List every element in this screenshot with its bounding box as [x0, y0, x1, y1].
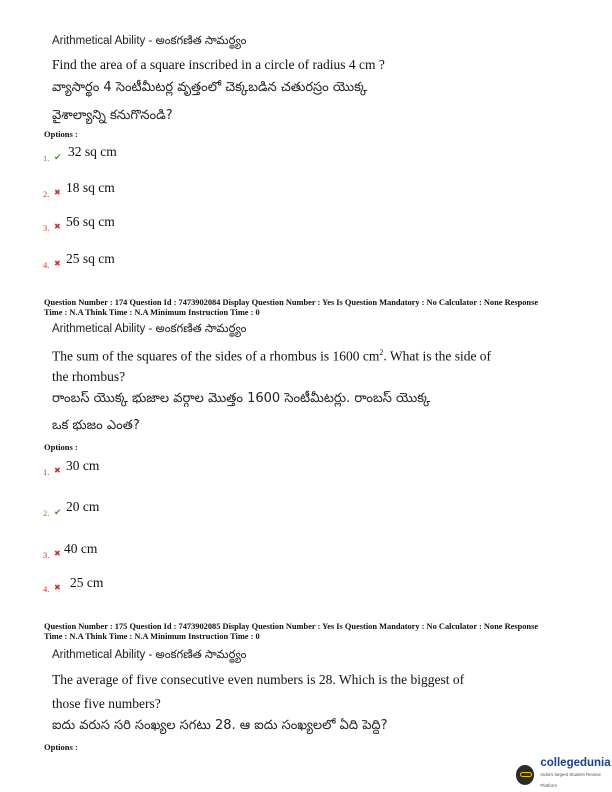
question-text-te-line2: ఒక భుజం ఎంత? [52, 418, 140, 433]
option-text: 40 cm [64, 541, 98, 556]
question-text-te-line1: రాంబస్ యొక్క భుజాల వర్గాల మొత్తం 1600 సెంటీమీటర్లు. రాంబస్ యొక్క [52, 391, 431, 406]
option-text: 25 cm [70, 575, 104, 590]
wrong-cross-icon: ✖ [54, 259, 61, 268]
wrong-cross-icon: ✖ [54, 222, 61, 231]
options-label: Options : [44, 129, 78, 139]
option-number: 1. [43, 467, 50, 477]
correct-check-icon: ✔ [54, 507, 62, 517]
question-text-en-line1: The average of five consecutive even numbers is 28. Which is the biggest of [52, 672, 465, 687]
section-label: Arithmetical Ability - అంకగణిత సామర్థ్యం [52, 35, 247, 47]
question-meta-line1: Question Number : 174 Question Id : 7473902084 Display Question Number : Yes Is Question Mandatory : No Calculator : None Response [44, 298, 539, 307]
option-number: 2. [43, 508, 50, 518]
question-text-en-line1 [52, 345, 491, 365]
question-text-te-line1: ఐదు వరుస సరి సంఖ్యల సగటు 28. ఆ ఐదు సంఖ్యలలో ఏది పెద్ది? [52, 718, 388, 733]
wrong-cross-icon: ✖ [54, 549, 61, 558]
options-label: Options : [44, 742, 78, 752]
logo-name: collegedunia [540, 757, 611, 769]
option-text: 20 cm [66, 499, 100, 514]
option-text: 18 sq cm [66, 180, 115, 195]
collegedunia-logo [516, 758, 612, 791]
logo-text [540, 758, 612, 791]
wrong-cross-icon: ✖ [54, 583, 61, 592]
section-label: Arithmetical Ability - అంకగణిత సామర్థ్యం [52, 649, 247, 661]
question-meta-line1: Question Number : 175 Question Id : 7473902085 Display Question Number : Yes Is Question Mandatory : No Calculator : None Response [44, 622, 539, 631]
question-text-te-line2: వైశాల్యాన్ని కనుగొనండి? [52, 108, 173, 123]
option-number: 3. [43, 550, 50, 560]
wrong-cross-icon: ✖ [54, 188, 61, 197]
question-meta-line2: Time : N.A Think Time : N.A Minimum Instruction Time : 0 [44, 632, 260, 641]
option-number: 4. [43, 584, 50, 594]
question-text-en-line2: the rhombus? [52, 369, 126, 384]
question-text-part: The sum of the squares of the sides of a rhombus is 1600 cm [52, 348, 380, 364]
option-text: 56 sq cm [66, 214, 115, 229]
superscript: 2 [379, 348, 384, 357]
correct-check-icon: ✔ [54, 152, 62, 162]
option-text: 30 cm [66, 458, 100, 473]
options-label: Options : [44, 442, 78, 452]
option-text: 25 sq cm [66, 251, 115, 266]
option-number: 2. [43, 189, 50, 199]
mascot-icon [516, 765, 534, 785]
question-text-te-line1: వ్యాసార్థం 4 సెంటీమీటర్ల వృత్తంలో చెక్కబడిన చతురస్రం యొక్క [52, 80, 368, 95]
logo-tagline: India's largest Student Review Platform [540, 772, 601, 788]
question-text-en-line2: those five numbers? [52, 696, 161, 711]
question-meta-line2: Time : N.A Think Time : N.A Minimum Instruction Time : 0 [44, 308, 260, 317]
option-number: 1. [43, 153, 50, 163]
option-number: 4. [43, 260, 50, 270]
wrong-cross-icon: ✖ [54, 466, 61, 475]
option-text: 32 sq cm [68, 144, 117, 159]
question-text-part: . What is the side of [383, 348, 492, 364]
option-number: 3. [43, 223, 50, 233]
section-label: Arithmetical Ability - అంకగణిత సామర్థ్యం [52, 323, 247, 335]
question-text-en: Find the area of a square inscribed in a circle of radius 4 cm ? [52, 57, 385, 72]
